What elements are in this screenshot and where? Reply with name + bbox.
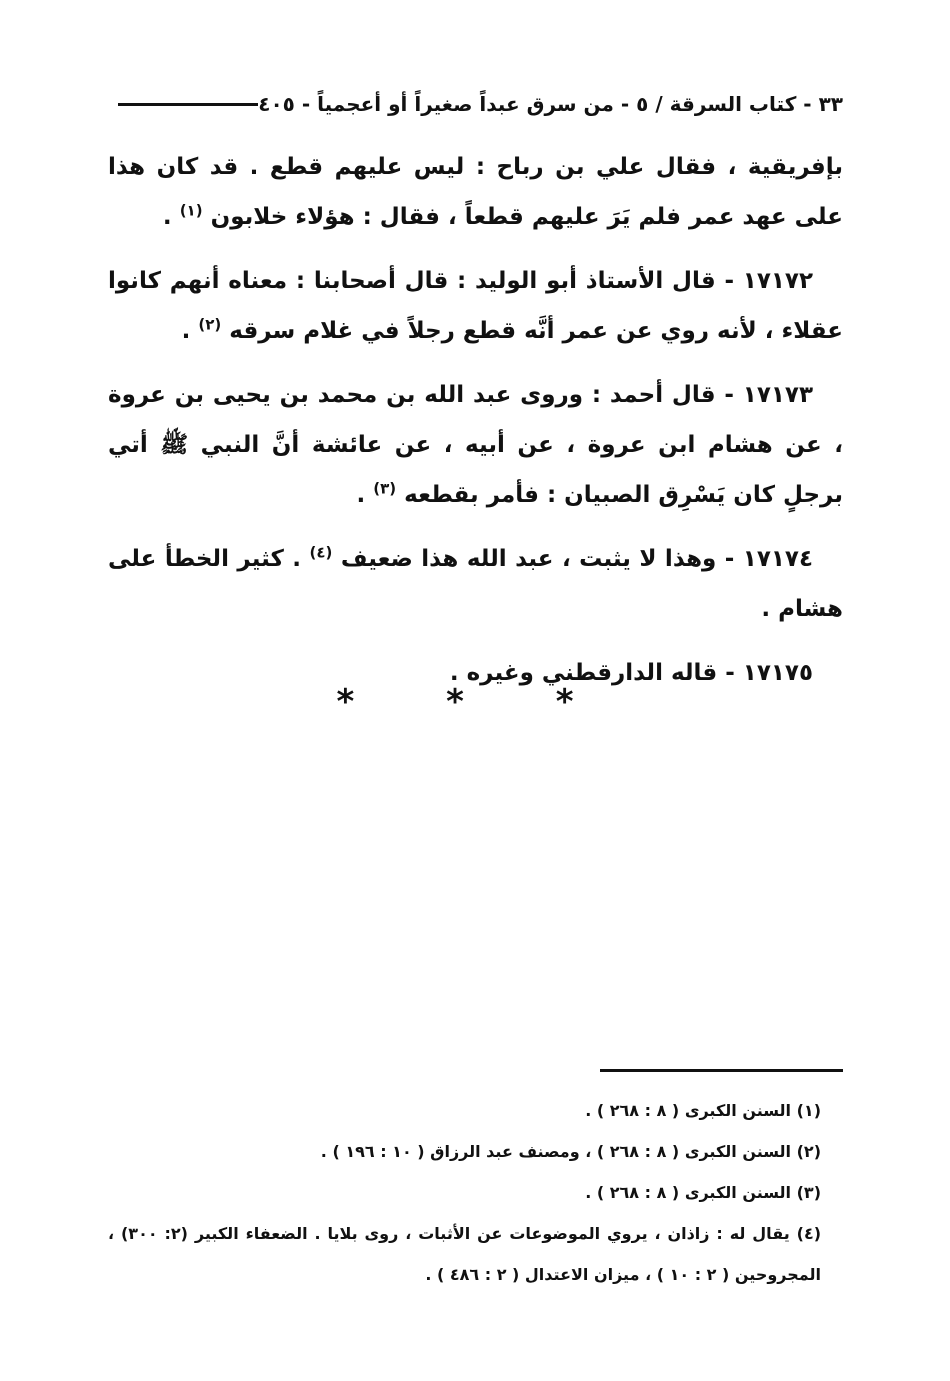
paragraph-tail: . xyxy=(181,318,191,344)
header-rule xyxy=(118,103,258,106)
footnote-ref: (٣) xyxy=(373,479,397,498)
hadith-number: ١٧١٧٥ xyxy=(742,660,813,686)
footnotes xyxy=(108,1090,843,1295)
paragraph xyxy=(108,142,843,242)
running-header xyxy=(108,84,843,124)
section-separator: * * * xyxy=(336,682,614,722)
paragraph-text: - قاله الدارقطني وغيره . xyxy=(449,660,743,686)
footnote: (٤) يقال له : زاذان ، يروي الموضوعات عن الأثبات ، روى بلايا . الضعفاء الكبير (٢: ٣٠٠) ، المجروحين ( ٢ : ١٠ ) ، ميزان الاعتدال ( ٢ : ٤٨٦ ) . xyxy=(108,1224,822,1284)
footnote-ref: (٤) xyxy=(309,543,333,562)
footnote: (٢) السنن الكبرى ( ٨ : ٢٦٨ ) ، ومصنف عبد الرزاق ( ١٠ : ١٩٦ ) . xyxy=(320,1142,821,1161)
hadith-number: ١٧١٧٣ xyxy=(742,382,813,408)
paragraph-text: بإفريقية ، فقال علي بن رباح : ليس عليهم قطع . قد كان هذا على عهد عمر فلم يَرَ عليهم قطعاً ، فقال : هؤلاء خلابون xyxy=(108,154,843,230)
hadith-number: ١٧١٧٢ xyxy=(742,268,813,294)
footnote: (١) السنن الكبرى ( ٨ : ٢٦٨ ) . xyxy=(585,1101,821,1120)
footnote-rule xyxy=(600,1069,843,1072)
paragraph-tail: . كثير الخطأ على هشام . xyxy=(108,546,843,622)
paragraph-tail: . xyxy=(162,204,172,230)
footnote: (٣) السنن الكبرى ( ٨ : ٢٦٨ ) . xyxy=(585,1183,821,1202)
running-header-title: ٣٣ - كتاب السرقة / ٥ - من سرق عبداً صغيراً أو أعجمياً - ٤٠٥ xyxy=(258,92,843,116)
paragraph-text: - قال أحمد : وروى عبد الله بن محمد بن يحيى بن عروة ، عن هشام ابن عروة ، عن أبيه ، عن عائشة أنَّ النبي ﷺ أتي برجلٍ كان يَسْرِق الصبيان : فأمر بقطعه xyxy=(108,382,843,508)
paragraph xyxy=(108,256,843,356)
footnote-ref: (٢) xyxy=(198,315,222,334)
hadith-number: ١٧١٧٤ xyxy=(742,546,813,572)
footnote-ref: (١) xyxy=(179,201,203,220)
paragraph xyxy=(108,370,843,520)
paragraph-text: - وهذا لا يثبت ، عبد الله هذا ضعيف xyxy=(340,546,743,572)
paragraph xyxy=(108,534,843,634)
paragraph-tail: . xyxy=(356,482,366,508)
paragraph-text: - قال الأستاذ أبو الوليد : قال أصحابنا : معناه أنهم كانوا عقلاء ، لأنه روي عن عمر أنَّه قطع رجلاً في غلام سرقه xyxy=(108,268,843,344)
main-text xyxy=(108,142,843,712)
